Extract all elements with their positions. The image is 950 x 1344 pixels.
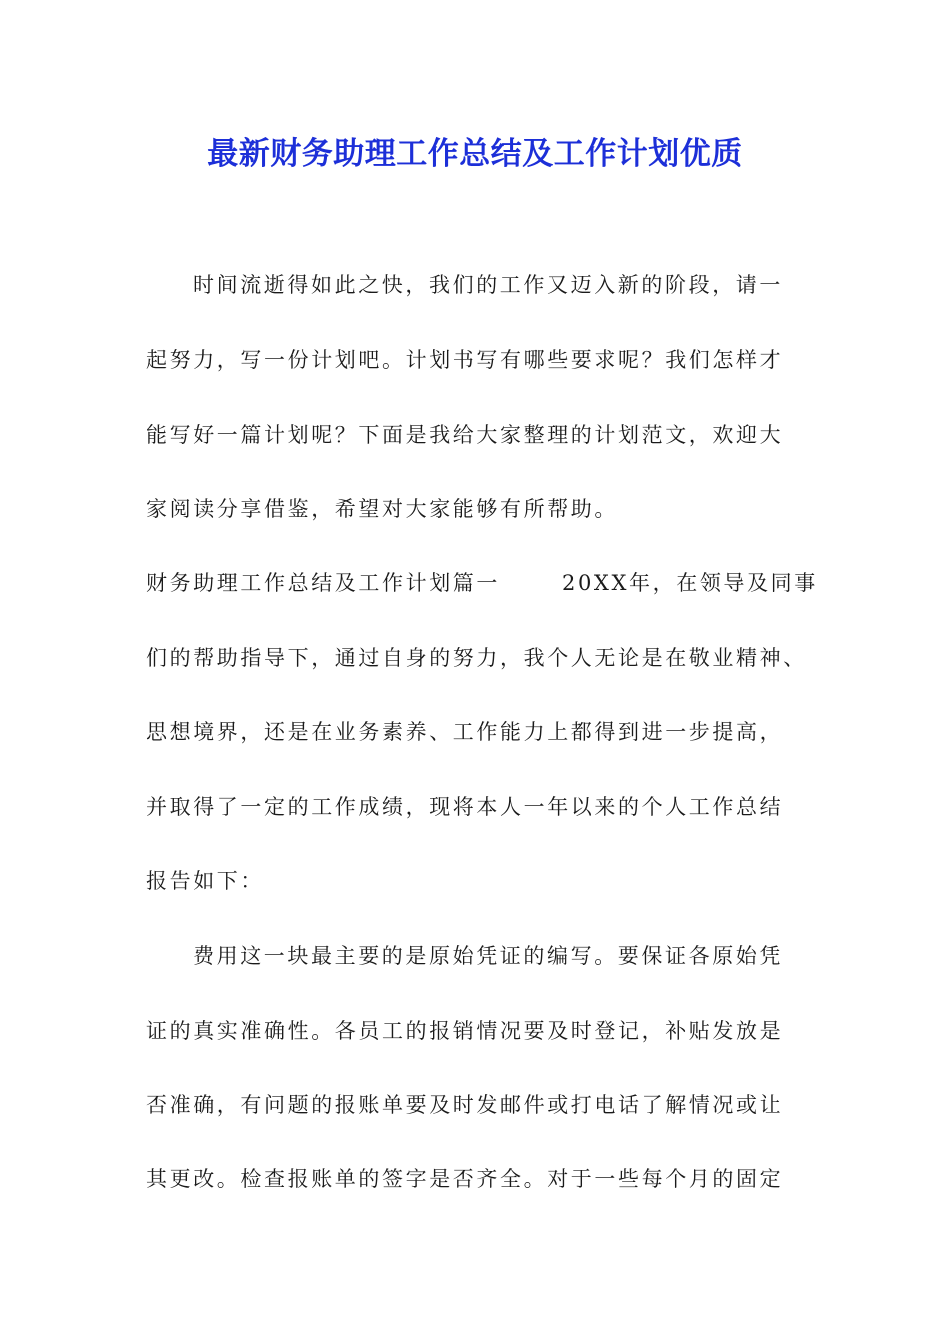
paragraph-line: 其更改。检查报账单的签字是否齐全。对于一些每个月的固定 bbox=[146, 1167, 784, 1191]
paragraph-line: 时间流逝得如此之快，我们的工作又迈入新的阶段，请一 bbox=[193, 273, 783, 297]
paragraph-line: 费用这一块最主要的是原始凭证的编写。要保证各原始凭 bbox=[193, 944, 783, 968]
paragraph-line: 思想境界，还是在业务素养、工作能力上都得到进一步提高， bbox=[146, 720, 784, 744]
paragraph-line: 否准确，有问题的报账单要及时发邮件或打电话了解情况或让 bbox=[146, 1093, 784, 1117]
paragraph-line: 能写好一篇计划呢？下面是我给大家整理的计划范文，欢迎大 bbox=[146, 423, 784, 447]
paragraph-line: 证的真实准确性。各员工的报销情况要及时登记，补贴发放是 bbox=[146, 1019, 784, 1043]
paragraph-line: 起努力，写一份计划吧。计划书写有哪些要求呢？我们怎样才 bbox=[146, 348, 784, 372]
paragraph-line: 并取得了一定的工作成绩，现将本人一年以来的个人工作总结 bbox=[146, 795, 784, 819]
paragraph-line: 们的帮助指导下，通过自身的努力，我个人无论是在敬业精神、 bbox=[146, 646, 807, 670]
paragraph-line: 家阅读分享借鉴，希望对大家能够有所帮助。 bbox=[146, 497, 618, 521]
section-heading: 财务助理工作总结及工作计划篇一 bbox=[146, 571, 500, 595]
section-heading-line bbox=[146, 568, 818, 598]
paragraph-line: 报告如下： bbox=[146, 869, 264, 893]
document-title: 最新财务助理工作总结及工作计划优质 bbox=[207, 136, 743, 172]
section-lead-text: 20XX年，在领导及同事 bbox=[562, 571, 818, 595]
